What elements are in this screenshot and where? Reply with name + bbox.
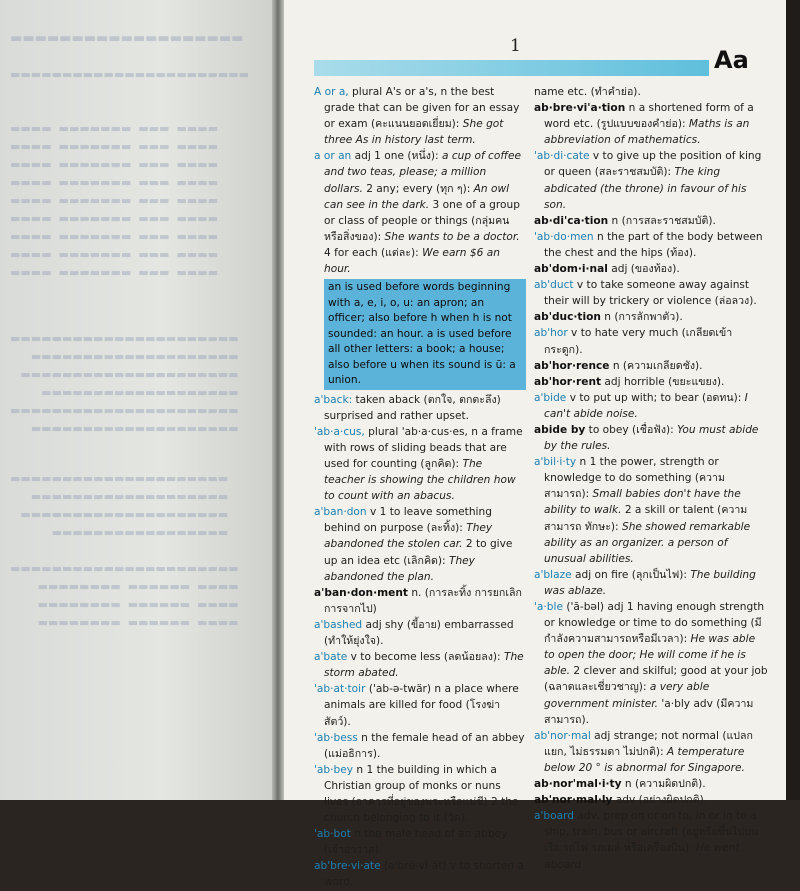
bleedthrough-text: ▬▬▬▬▬▬▬▬▬▬▬▬▬▬▬▬▬▬▬ <box>10 31 244 46</box>
dictionary-entry <box>534 792 768 808</box>
definition-text: v to give up the position of king or queen (สละราชสมบัติ): <box>544 150 762 179</box>
example-text: They abandoned the stolen car. <box>324 522 493 551</box>
headword: 'ab·bess <box>314 731 358 744</box>
dictionary-entry <box>314 424 526 504</box>
dictionary-entry <box>314 148 526 277</box>
headword: ab'hor <box>534 327 568 340</box>
headword: 'ab·at·toir <box>314 683 366 696</box>
example-text: I can't abide noise. <box>544 391 748 420</box>
dictionary-entry <box>314 762 526 826</box>
example-text: A temperature below 20 ° is abnormal for Singapore. <box>544 745 745 774</box>
definition-text: 2 any; every (ทุก ๆ): <box>362 182 474 195</box>
definition-text: plural A's or a's, n the best grade that can be given for an essay or exam (คะแนนยอดเยี่ยม): <box>324 86 520 131</box>
example-text: He was able to open the door; He will come if he is able. <box>544 633 756 678</box>
dictionary-entry <box>314 392 526 424</box>
definition-text: n a shortened form of a word etc. (รูปแบบของคำย่อ): <box>544 102 754 131</box>
entry-continuation: name etc. (ทำคำย่อ). <box>534 86 641 98</box>
definition-text: n (ความเกลียดชัง). <box>609 359 703 372</box>
definition-text: v 1 to leave something behind on purpose (ละทิ้ง): <box>324 506 492 535</box>
definition-text: n 1 the power, strength or knowledge to do something (ความสามารถ): <box>544 456 725 501</box>
definition-text: 3 one of a group or class of people or things (กลุ่มคนหรือสิ่งของ): <box>324 198 520 243</box>
headword: ab'bre·vi·ate <box>314 860 381 873</box>
derived-headword: ab'nor·mal·ly <box>534 794 613 807</box>
definition-text: to obey (เชื่อฟัง): <box>585 423 678 436</box>
dictionary-entry <box>534 422 768 454</box>
derived-headword: ab'duc·tion <box>534 311 601 324</box>
dictionary-entry <box>534 728 768 776</box>
dictionary-entry <box>534 567 768 599</box>
example-text: We earn $6 an hour. <box>324 246 500 276</box>
example-text: Maths is an abbreviation of mathematics. <box>544 118 750 147</box>
dictionary-entry <box>534 454 768 567</box>
definition-text: ('ā-bəl) adj 1 having enough strength or knowledge or time to do something (มีกำลังความสามารถหรือมีเวลา): <box>544 601 765 646</box>
definition-text: v to hate very much (เกลียดเข้ากระดูก). <box>544 327 733 356</box>
derived-headword: ab·nor'mal·i·ty <box>534 778 622 791</box>
headword: a'board <box>534 810 574 823</box>
definition-text: n the male head of an abbey (เจ้าอาวาส). <box>324 828 508 857</box>
definition-text: 2 to give up an idea etc (เลิกคิด): <box>324 538 513 567</box>
headword: 'ab·a·cus, <box>314 425 365 438</box>
page-edge <box>786 0 800 800</box>
derived-headword: ab·bre·vi'a·tion <box>534 102 626 115</box>
definition-text: n (การสละราชสมบัติ). <box>608 214 716 227</box>
derived-headword: ab'dom·i·nal <box>534 263 608 276</box>
book-gutter <box>272 0 284 800</box>
dictionary-entry <box>534 277 768 309</box>
dictionary-entry <box>534 229 768 261</box>
headword: 'a·ble <box>534 601 563 613</box>
page-number: 1 <box>510 36 521 56</box>
example-text: The building was ablaze. <box>544 568 756 597</box>
dictionary-entry <box>314 617 526 649</box>
bleedthrough-text: ▬▬▬▬▬▬▬▬▬▬▬▬▬▬▬▬▬▬▬▬▬ ▬▬▬▬▬▬▬▬▬▬▬▬▬▬▬▬▬▬▬ ▬▬▬▬▬▬▬▬▬▬▬▬▬▬▬▬▬▬▬▬ ▬▬▬▬▬▬▬▬▬▬▬▬▬▬▬▬▬ <box>10 472 229 539</box>
dictionary-entry <box>314 730 526 762</box>
definition-text: 2 a skill or talent (ความสามารถ ทักษะ): <box>544 504 748 533</box>
definition-text: (ə'brē-vi-āt) v to shorten a word, <box>324 860 524 889</box>
dictionary-entry <box>534 808 768 872</box>
example-text: She wants to be a doctor. <box>384 230 520 243</box>
definition-text: 4 for each (แต่ละ): <box>324 246 423 259</box>
headword: A or a, <box>314 86 349 98</box>
definition-text: 2 clever and skilful; good at your job (ฉลาดและเชี่ยวชาญ): <box>544 665 768 694</box>
definition-text: n (ความผิดปกติ). <box>621 778 706 791</box>
dictionary-entry <box>314 504 526 584</box>
left-page-bleedthrough <box>0 0 272 800</box>
definition-text: v to take someone away against their will by trickery or violence (ล่อลวง). <box>544 279 757 308</box>
definition-text: n the part of the body between the chest and the hips (ท้อง). <box>544 230 763 259</box>
example-text: a very able government minister. <box>544 681 710 710</box>
dictionary-page <box>284 0 786 889</box>
bleedthrough-text: ▬▬▬▬▬▬▬▬▬▬▬▬▬▬▬▬▬▬▬▬▬▬▬ <box>10 68 250 81</box>
dictionary-entry <box>314 649 526 681</box>
bleedthrough-text: ▬▬▬▬▬▬▬▬▬▬▬▬▬▬▬▬▬▬▬▬▬▬ ▬▬▬▬▬▬▬▬▬▬▬▬▬▬▬▬▬▬▬▬ ▬▬▬▬▬▬▬▬▬▬▬▬▬▬▬▬▬▬▬▬▬ ▬▬▬▬▬▬▬▬▬▬▬▬▬▬▬▬▬▬▬ ▬▬▬▬▬▬▬▬▬▬▬▬▬▬▬▬▬▬▬▬▬▬ ▬▬▬▬▬▬▬▬▬▬▬▬▬▬▬▬▬▬▬▬ <box>10 332 239 435</box>
headword: ab'nor·mal <box>534 729 591 742</box>
definition-text: plural 'ab·a·cus·es, n a frame with rows of sliding beads that are used for counting (ลูกคิด): <box>324 425 523 470</box>
example-text: They abandoned the plan. <box>324 554 475 583</box>
headword: a'bide <box>534 391 567 404</box>
dictionary-entry <box>534 358 768 374</box>
example-text: a cup of coffee and two teas, please; a million dollars. <box>324 150 522 195</box>
headword: a or an <box>314 150 352 163</box>
headword: a'bil·i·ty <box>534 456 577 469</box>
headword: a'blaze <box>534 568 572 581</box>
dictionary-entry <box>534 776 768 792</box>
example-text: She showed remarkable ability as an organizer. a person of unusual abilities. <box>544 520 751 565</box>
example-text: An owl can see in the dark. <box>324 182 510 211</box>
bleedthrough-text: ▬▬▬▬ ▬▬▬ ▬▬▬▬▬▬▬ ▬▬▬▬ ▬▬▬▬ ▬▬▬ ▬▬▬▬▬▬▬ ▬▬▬▬ ▬▬▬▬ ▬▬▬ ▬▬▬▬▬▬▬ ▬▬▬▬ ▬▬▬▬ ▬▬▬ ▬▬▬▬▬▬▬ ▬▬▬▬ ▬▬▬▬ ▬▬▬ ▬▬▬▬▬▬▬ ▬▬▬▬ ▬▬▬▬ ▬▬▬ ▬▬▬▬▬▬▬ ▬▬▬▬ ▬▬▬▬ ▬▬▬ ▬▬▬▬▬▬▬ ▬▬▬▬ ▬▬▬▬ ▬▬▬ ▬▬▬▬▬▬▬ ▬▬▬▬ ▬▬▬▬ ▬▬▬ ▬▬▬▬▬▬▬ ▬▬▬▬ <box>10 122 219 279</box>
definition-text: n. (การละทิ้ง การยกเลิกการจากไป) <box>324 586 522 615</box>
derived-headword: abide by <box>534 423 586 436</box>
example-text: She got three As in history last term. <box>324 118 504 147</box>
example-text: You must abide by the rules. <box>544 423 759 453</box>
dictionary-entry <box>534 84 768 100</box>
dictionary-entry <box>534 213 768 229</box>
example-text: The teacher is showing the children how to count with an abacus. <box>324 458 516 503</box>
example-text: Small babies don't have the ability to walk. <box>544 488 741 517</box>
headword: a'ban·don <box>314 506 367 519</box>
dictionary-entry <box>534 374 768 390</box>
dictionary-entry <box>534 390 768 422</box>
dictionary-entry <box>534 100 768 148</box>
definition-text: n 1 the building in which a Christian group of monks or nuns lives (อาคารที่อยู่ของพระหรือแม่ชี) 2 the church belonging to it (วัด). <box>324 763 519 825</box>
dictionary-entry <box>534 261 768 277</box>
derived-headword: ab·di'ca·tion <box>534 214 609 227</box>
dictionary-entry <box>314 585 526 617</box>
right-column <box>534 84 768 873</box>
usage-note: an is used before words beginning with a, e, i, o, u: an apron; an officer; also before h when h is not sounded: an hour. a is used before all other letters: a book; a house; also before u when its sound is ū: a union. <box>324 279 526 390</box>
headword: a'bashed <box>314 618 363 631</box>
example-text: He went aboard <box>544 842 740 871</box>
headword: a'bate <box>314 651 348 664</box>
headword: 'ab·do·men <box>534 230 594 243</box>
headword: a'back: <box>314 393 353 406</box>
header-bar <box>314 60 709 76</box>
definition-text: adv, prep on or on to, in or in to a ship, train, bus or aircraft (อยู่หรือขึ้นไปบนเรือ รถไฟ รถเมล์ หรือเครื่องบิน): <box>544 810 759 855</box>
dictionary-entry <box>314 84 526 148</box>
dictionary-entry <box>534 599 768 728</box>
section-letter: Aa <box>714 46 749 74</box>
definition-text: adj 1 one (หนึ่ง): <box>351 150 442 163</box>
definition-text: adj strange; not normal (แปลกแยก, ไม่ธรรมดา ไม่ปกติ): <box>544 729 753 758</box>
example-text: The storm abated. <box>324 651 524 680</box>
derived-headword: ab'hor·rence <box>534 359 610 372</box>
headword: 'ab·di·cate <box>534 150 590 163</box>
dictionary-entry <box>314 681 526 729</box>
definition-text: taken aback (ตกใจ, ตกตะลึง) surprised and rather upset. <box>324 393 501 422</box>
dictionary-entry <box>534 148 768 212</box>
definition-text: adj (ของท้อง). <box>607 263 680 276</box>
headword: 'ab·bey <box>314 763 354 776</box>
definition-text: 'a·bly adv (มีความสามารถ). <box>544 697 754 726</box>
definition-text: v to put up with; to bear (อดทน): <box>566 391 745 404</box>
derived-headword: a'ban·don·ment <box>314 586 408 599</box>
definition-text: adv (อย่างผิดปกติ). <box>612 794 708 807</box>
definition-text: adj shy (ขี้อาย) embarrassed (ทำให้ยุ่งใจ). <box>324 618 514 648</box>
bleedthrough-text: ▬▬▬▬▬▬▬▬▬▬▬▬▬▬▬▬▬▬▬▬▬▬ ▬▬▬▬ ▬▬▬▬▬▬ ▬▬▬▬▬▬▬▬ ▬▬▬▬ ▬▬▬▬▬▬ ▬▬▬▬▬▬▬▬ ▬▬▬▬ ▬▬▬▬▬▬ ▬▬▬▬▬▬▬▬ <box>10 562 239 629</box>
left-column <box>314 84 526 891</box>
dictionary-entry <box>314 858 526 890</box>
derived-headword: ab'hor·rent <box>534 375 602 388</box>
headword: 'ab·bot <box>314 828 351 841</box>
definition-text: n the female head of an abbey (แม่อธิการ). <box>324 731 525 760</box>
definition-text: adj horrible (ขยะแขยง). <box>601 375 725 388</box>
definition-text: v to become less (ลดน้อยลง): <box>347 651 504 664</box>
headword: ab'duct <box>534 279 574 292</box>
definition-text: ('ab-ə-twär) n a place where animals are killed for food (โรงฆ่าสัตว์). <box>324 683 519 728</box>
dictionary-entry <box>534 309 768 325</box>
definition-text: adj on fire (ลุกเป็นไฟ): <box>571 568 691 581</box>
example-text: The king abdicated (the throne) in favour of his son. <box>544 166 747 211</box>
dictionary-entry <box>534 325 768 357</box>
dictionary-entry <box>314 826 526 858</box>
definition-text: n (การลักพาตัว). <box>600 311 683 324</box>
